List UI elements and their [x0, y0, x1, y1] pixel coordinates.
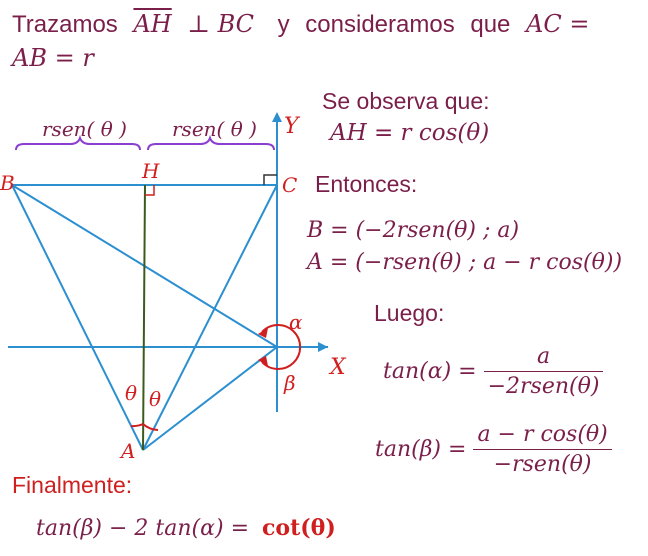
segment-ah: $\overline{AH}$ [133, 10, 172, 38]
perpendicular-symbol: ⊥ [187, 10, 210, 38]
axis-x-label: X [330, 355, 346, 380]
point-c-label: C [282, 173, 298, 197]
final-equation [36, 515, 336, 541]
tan-beta-fraction [473, 422, 611, 477]
header-line-2: AB = r [12, 44, 94, 72]
altitude-ah [143, 185, 145, 450]
tan-beta-equation [375, 422, 612, 477]
angle-alpha-label: α [289, 310, 303, 334]
theta-arc-left [131, 424, 143, 426]
header-word-consideramos: consideramos [305, 11, 455, 38]
tan-alpha-denominator: −2rsen(θ) [487, 374, 600, 399]
x-axis-arrow [318, 342, 328, 352]
tan-alpha-lhs: tan(α) = [383, 359, 477, 384]
angle-theta-left: θ [125, 381, 138, 405]
entonces-eq-a: A = (−rsen(θ) ; a − r cos(θ)) [307, 250, 623, 275]
luego-title: Luego: [374, 300, 445, 326]
header-word-y: y [277, 11, 290, 38]
tan-beta-lhs: tan(β) = [375, 437, 467, 462]
observe-title: Se observa que: [322, 88, 490, 114]
segment-ac [143, 185, 277, 450]
right-angle-h [145, 185, 154, 195]
final-title: Finalmente: [12, 472, 133, 498]
entonces-title: Entonces: [315, 171, 418, 197]
tan-alpha-equation [383, 344, 603, 399]
tan-alpha-numerator: a [484, 344, 604, 372]
brace-right-label: rsen( θ ) [172, 117, 257, 141]
line-bc: BC [217, 10, 255, 38]
angle-beta-label: β [284, 371, 296, 395]
axis-y-label: Y [284, 114, 299, 139]
observe-formula: AH = r cos(θ) [330, 120, 490, 146]
point-a-label: A [121, 439, 136, 463]
entonces-eq-b: B = (−2rsen(θ) ; a) [307, 218, 520, 243]
right-angle-c [264, 175, 277, 185]
final-formula: tan(β) − 2 tan(α) = [36, 516, 249, 541]
header-word-trazamos: Trazamos [12, 11, 118, 38]
header-eq-ac: AC = [526, 10, 590, 38]
tan-alpha-fraction [484, 344, 604, 399]
header-word-que: que [470, 11, 511, 38]
point-b-label: B [0, 171, 15, 195]
brace-left-label: rsen( θ ) [42, 117, 127, 141]
angle-theta-right: θ [149, 387, 162, 411]
tan-beta-denominator: −rsen(θ) [493, 452, 592, 477]
point-h-label: H [142, 159, 160, 183]
y-axis-arrow [272, 112, 282, 122]
segment-a-origin [143, 347, 277, 450]
final-result: cot(θ) [262, 515, 336, 541]
tan-beta-numerator: a − r cos(θ) [473, 422, 611, 450]
